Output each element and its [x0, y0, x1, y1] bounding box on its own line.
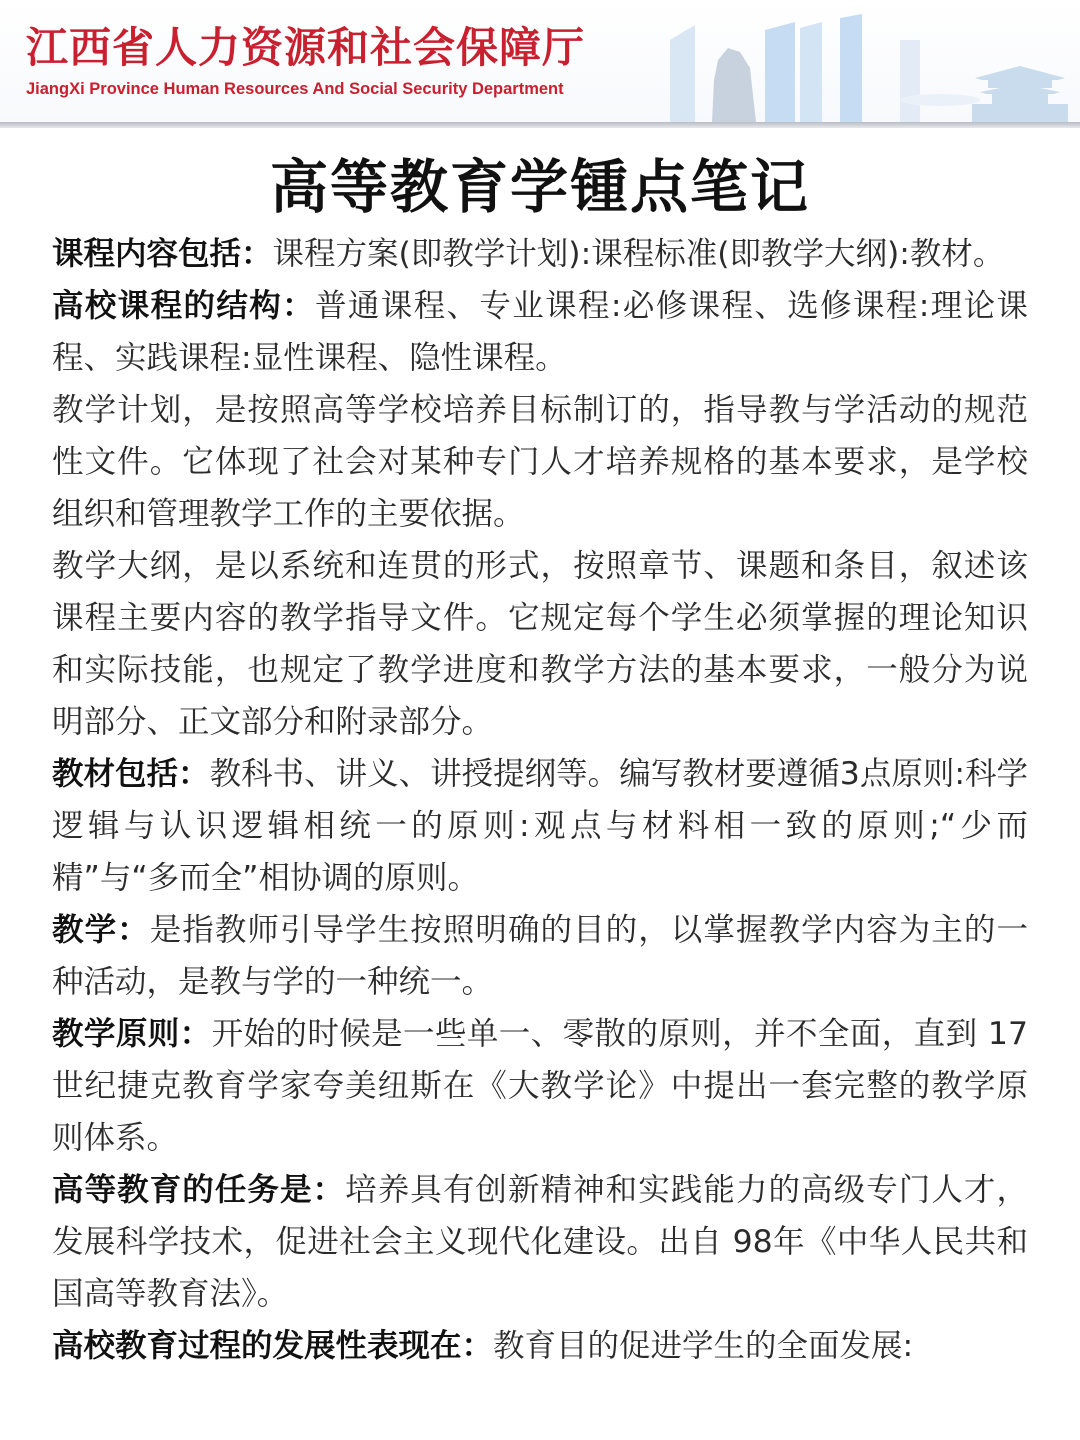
header-banner — [0, 0, 1080, 122]
paragraph-text: 普通课程、专业课程:必修课程、选修课程:理论课程、实践课程:显性课程、隐性课程。 — [52, 288, 1028, 376]
paragraph-textbooks — [52, 748, 1028, 904]
paragraph-teaching-plan — [52, 384, 1028, 540]
paragraph-text: 教科书、讲义、讲授提纲等。编写教材要遵循3点原则:科学逻辑与认识逻辑相统一的原则:观点与材料相一致的原则;“少而精”与“多而全”相协调的原则。 — [52, 756, 1028, 896]
paragraph-teaching — [52, 904, 1028, 1008]
paragraph-text: 培养具有创新精神和实践能力的高级专门人才，发展科学技术，促进社会主义现代化建设。出自 98年《中华人民共和国高等教育法》。 — [52, 1172, 1028, 1312]
paragraph-text: 是指教师引导学生按照明确的目的，以掌握教学内容为主的一种活动，是教与学的一种统一。 — [52, 912, 1028, 1000]
paragraph-text: 教学计划，是按照高等学校培养目标制订的，指导教与学活动的规范性文件。它体现了社会对某种专门人才培养规格的基本要求，是学校组织和管理教学工作的主要依据。 — [52, 392, 1028, 532]
org-name: 江西省人力资源和社会保障厅 — [26, 23, 586, 72]
paragraph-course-content — [52, 228, 1028, 280]
paragraph-teaching-principles — [52, 1008, 1028, 1164]
paragraph-text: 课程方案(即教学计划):课程标准(即教学大纲):教材。 — [272, 236, 1005, 272]
paragraph-term: 高校教育过程的发展性表现在： — [52, 1328, 494, 1364]
city-skyline-icon — [600, 0, 1080, 122]
paragraph-developmental-process — [52, 1320, 1028, 1372]
paragraph-course-structure — [52, 280, 1028, 384]
paragraph-term: 教学： — [52, 912, 150, 948]
paragraph-term: 高等教育的任务是： — [52, 1172, 346, 1208]
paragraph-term: 教学原则： — [52, 1016, 212, 1052]
header-divider — [0, 122, 1080, 128]
paragraph-text: 开始的时候是一些单一、零散的原则，并不全面，直到 17 世纪捷克教育学家夸美纽斯在《大教学论》中提出一套完整的教学原则体系。 — [52, 1016, 1028, 1156]
notes-body — [52, 228, 1028, 1372]
paragraph-text: 教育目的促进学生的全面发展: — [493, 1328, 914, 1364]
paragraph-syllabus — [52, 540, 1028, 748]
org-name-english: JiangXi Province Human Resources And Social Security Department — [26, 80, 564, 98]
page-title: 高等教育学锺点笔记 — [269, 153, 810, 221]
paragraph-text: 教学大纲，是以系统和连贯的形式，按照章节、课题和条目，叙述该课程主要内容的教学指导文件。它规定每个学生必须掌握的理论知识和实际技能，也规定了教学进度和教学方法的基本要求，一般分为说明部分、正文部分和附录部分。 — [52, 548, 1028, 740]
paragraph-higher-ed-tasks — [52, 1164, 1028, 1320]
paragraph-term: 教材包括： — [52, 756, 210, 792]
paragraph-term: 课程内容包括： — [52, 236, 273, 272]
paragraph-term: 高校课程的结构： — [52, 288, 316, 324]
